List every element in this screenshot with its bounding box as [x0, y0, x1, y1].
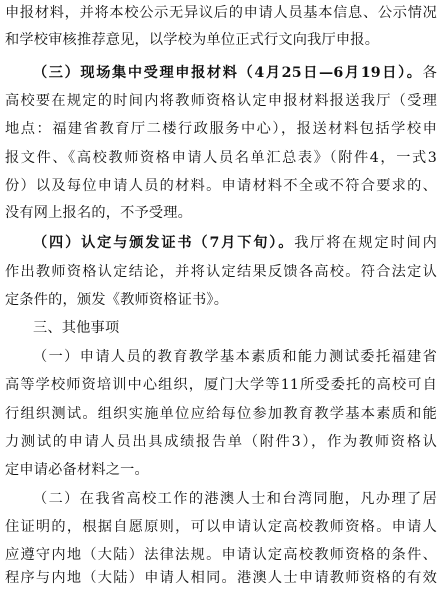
text-line: （一）申请人员的教育教学基本素质和能力测试委托福建省 — [33, 349, 437, 365]
section-heading-line: （三）现场集中受理申报材料（4月25日—6月19日）。各 — [33, 65, 437, 81]
section-heading: （四）认定与颁发证书（7月下旬）。 — [33, 235, 295, 251]
text-line: 应遵守内地（大陆）法律法规。申请认定高校教师资格的条件、 — [5, 547, 437, 563]
text-line: 申报材料，并将本校公示无异议后的申请人员基本信息、公示情况 — [5, 5, 437, 21]
text-line: 定条件的，颁发《教师资格证书》。 — [5, 292, 229, 308]
text-line: 高等学校师资培训中心组织，厦门大学等11所受委托的高校可自 — [5, 377, 437, 393]
text-line: 作出教师资格认定结论，并将认定结果反馈各高校。符合法定认 — [5, 264, 437, 280]
text-line: 没有网上报名的，不予受理。 — [5, 205, 193, 221]
text-line: 份）以及每位申请人员的材料。申请材料不全或不符合要求的、 — [5, 178, 437, 194]
text-line: （二）在我省高校工作的港澳人士和台湾同胞，凡办理了居 — [33, 491, 437, 507]
text-line: 报文件、《高校教师资格申请人员名单汇总表》（附件4，一式3 — [5, 150, 437, 166]
text-line: 程序与内地（大陆）申请人相同。港澳人士申请教师资格的有效 — [5, 570, 437, 586]
text-line: 定申请必备材料之一。 — [5, 462, 149, 478]
text-line: 行组织测试。组织实施单位应给每位参加教育教学基本素质和能 — [5, 406, 437, 422]
section-heading-line: （四）认定与颁发证书（7月下旬）。我厅将在规定时间内 — [33, 235, 437, 251]
text-line: 地点：福建省教育厅二楼行政服务中心），报送材料包括学校申 — [5, 121, 437, 137]
text-line: 和学校审核推荐意见，以学校为单位正式行文向我厅申报。 — [5, 32, 380, 48]
text-line: 住证明的，根据自愿原则，可以申请认定高校教师资格。申请人 — [5, 519, 437, 535]
section-heading: （三）现场集中受理申报材料（4月25日—6月19日）。 — [33, 65, 423, 81]
text-line: 高校要在规定的时间内将教师资格认定申报材料报送我厅（受理 — [5, 93, 437, 109]
chapter-heading: 三、其他事项 — [33, 320, 120, 336]
text-line: 力测试的申请人员出具成绩报告单（附件3），作为教师资格认 — [5, 434, 437, 450]
